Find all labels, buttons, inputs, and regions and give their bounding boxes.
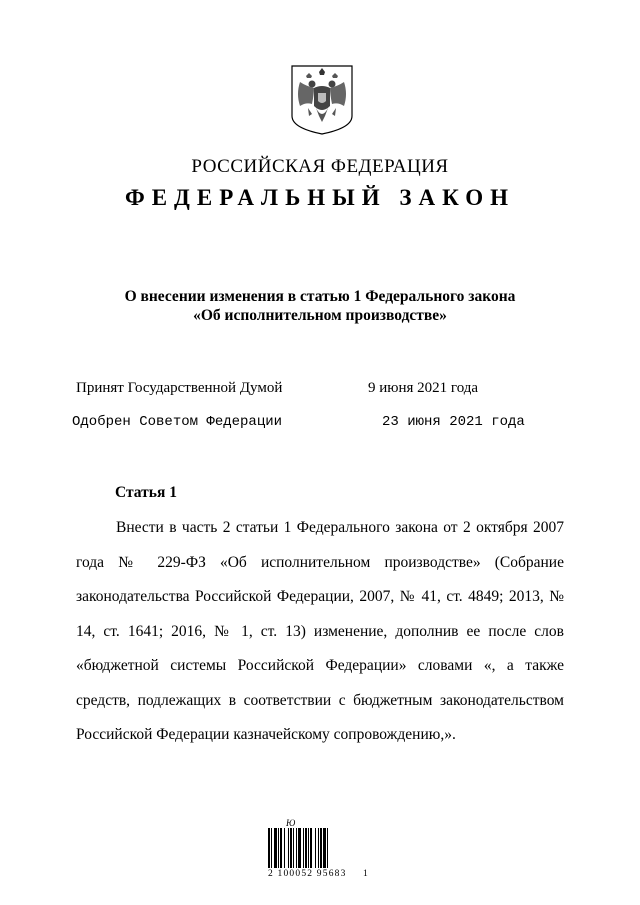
law-title-line-2: «Об исполнительном производстве»	[193, 307, 447, 324]
barcode-number: 2 100052 95683	[268, 869, 347, 879]
law-title	[0, 287, 640, 325]
barcode-mark: Ю	[286, 818, 296, 828]
page-number: 1	[363, 869, 368, 879]
barcode-icon	[268, 828, 354, 868]
law-title-line-1: О внесении изменения в статью 1 Федерального закона	[124, 288, 516, 305]
document-type: ФЕДЕРАЛЬНЫЙ ЗАКОН	[124, 185, 516, 210]
country-name: РОССИЙСКАЯ ФЕДЕРАЦИЯ	[191, 156, 449, 177]
federation-council-approval-date: 23 июня 2021 года	[382, 414, 525, 430]
article-heading: Статья 1	[115, 484, 177, 501]
duma-approval-label: Принят Государственной Думой	[76, 380, 283, 396]
duma-approval-date: 9 июня 2021 года	[368, 380, 479, 396]
article-text: Внести в часть 2 статьи 1 Федерального закона от 2 октября 2007 года № 229-ФЗ «Об исполнительном производстве» (Собрание законодательства Российской Федерации, 2007, № 41, ст. 4849; 2013, № 14, ст. 1641; 2016, № 1, ст. 13) изменение, дополнив ее после слов «бюджетной системы Российской Федерации» словами «, а также средств, подлежащих в соответствии с бюджетным законодательством Российской Федерации казначейскому сопровождению,».	[76, 519, 564, 743]
coat-of-arms-icon	[290, 64, 354, 136]
federation-council-approval-label: Одобрен Советом Федерации	[72, 414, 283, 430]
